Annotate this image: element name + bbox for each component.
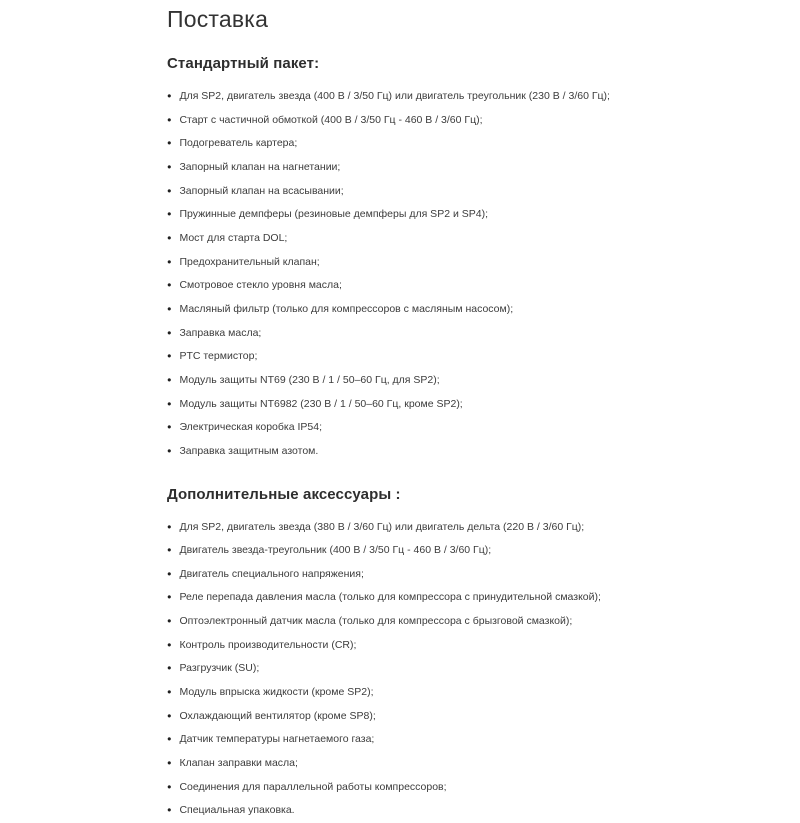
- list-item-text: Охлаждающий вентилятор (кроме SP8);: [179, 710, 375, 722]
- list-item: [167, 610, 650, 634]
- list-item: [167, 752, 650, 776]
- list-item-text: Клапан заправки масла;: [179, 757, 298, 769]
- list-item-text: Мост для старта DOL;: [179, 232, 287, 244]
- sections-container: [167, 55, 650, 823]
- bullet-icon: ●: [167, 539, 172, 562]
- list-item: [167, 516, 650, 540]
- page-title: Поставка: [167, 6, 650, 33]
- bullet-icon: ●: [167, 586, 172, 609]
- list-item: [167, 369, 650, 393]
- bullet-icon: ●: [167, 657, 172, 680]
- list-item: [167, 85, 650, 109]
- bullet-icon: ●: [167, 416, 172, 439]
- list-item: [167, 345, 650, 369]
- bullet-icon: ●: [167, 705, 172, 728]
- bullet-icon: ●: [167, 393, 172, 416]
- bullet-icon: ●: [167, 369, 172, 392]
- bullet-icon: ●: [167, 180, 172, 203]
- document-section: [167, 486, 650, 823]
- list-item-text: Предохранительный клапан;: [179, 256, 319, 268]
- list-item-text: Модуль впрыска жидкости (кроме SP2);: [179, 686, 373, 698]
- list-item-text: Электрическая коробка IP54;: [179, 421, 322, 433]
- list-item: [167, 109, 650, 133]
- list-item-text: Смотровое стекло уровня масла;: [179, 279, 341, 291]
- list-item-text: Старт с частичной обмоткой (400 В / 3/50 Гц - 460 В / 3/60 Гц);: [179, 114, 482, 126]
- list-item: [167, 728, 650, 752]
- document-section: [167, 55, 650, 464]
- bullet-icon: ●: [167, 85, 172, 108]
- list-item-text: Запорный клапан на нагнетании;: [179, 161, 340, 173]
- list-item-text: Заправка масла;: [179, 327, 261, 339]
- list-item-text: PTC термистор;: [179, 350, 257, 362]
- list-item: [167, 634, 650, 658]
- list-item: [167, 251, 650, 275]
- list-item: [167, 156, 650, 180]
- list-item-text: Пружинные демпферы (резиновые демпферы для SP2 и SP4);: [179, 208, 488, 220]
- list-item-text: Заправка защитным азотом.: [179, 445, 318, 457]
- list-item-text: Масляный фильтр (только для компрессоров с масляным насосом);: [179, 303, 513, 315]
- list-item-text: Контроль производительности (CR);: [179, 639, 356, 651]
- list-item-text: Реле перепада давления масла (только для компрессора с принудительной смазкой);: [179, 591, 600, 603]
- bullet-icon: ●: [167, 516, 172, 539]
- item-list: [167, 516, 650, 823]
- list-item: [167, 227, 650, 251]
- bullet-icon: ●: [167, 345, 172, 368]
- list-item-text: Двигатель специального напряжения;: [179, 568, 363, 580]
- bullet-icon: ●: [167, 132, 172, 155]
- bullet-icon: ●: [167, 752, 172, 775]
- bullet-icon: ●: [167, 440, 172, 463]
- bullet-icon: ●: [167, 610, 172, 633]
- list-item: [167, 298, 650, 322]
- bullet-icon: ●: [167, 728, 172, 751]
- list-item: [167, 776, 650, 800]
- bullet-icon: ●: [167, 109, 172, 132]
- list-item-text: Оптоэлектронный датчик масла (только для компрессора с брызговой смазкой);: [179, 615, 572, 627]
- list-item-text: Для SP2, двигатель звезда (380 В / 3/60 Гц) или двигатель дельта (220 В / 3/60 Гц);: [179, 521, 584, 533]
- list-item: [167, 563, 650, 587]
- list-item-text: Двигатель звезда-треугольник (400 В / 3/50 Гц - 460 В / 3/60 Гц);: [179, 544, 491, 556]
- bullet-icon: ●: [167, 776, 172, 799]
- list-item: [167, 681, 650, 705]
- bullet-icon: ●: [167, 681, 172, 704]
- section-heading: Дополнительные аксессуары :: [167, 486, 650, 503]
- bullet-icon: ●: [167, 298, 172, 321]
- list-item-text: Для SP2, двигатель звезда (400 В / 3/50 Гц) или двигатель треугольник (230 В / 3/60 Гц);: [179, 90, 610, 102]
- list-item-text: Специальная упаковка.: [179, 804, 294, 816]
- list-item: [167, 393, 650, 417]
- bullet-icon: ●: [167, 203, 172, 226]
- bullet-icon: ●: [167, 322, 172, 345]
- bullet-icon: ●: [167, 634, 172, 657]
- list-item: [167, 203, 650, 227]
- list-item: [167, 416, 650, 440]
- list-item-text: Разгрузчик (SU);: [179, 662, 259, 674]
- bullet-icon: ●: [167, 563, 172, 586]
- list-item: [167, 440, 650, 464]
- list-item-text: Соединения для параллельной работы компрессоров;: [179, 781, 446, 793]
- list-item-text: Модуль защиты NT69 (230 В / 1 / 50–60 Гц, для SP2);: [179, 374, 439, 386]
- bullet-icon: ●: [167, 227, 172, 250]
- list-item: [167, 799, 650, 823]
- list-item-text: Датчик температуры нагнетаемого газа;: [179, 733, 374, 745]
- bullet-icon: ●: [167, 274, 172, 297]
- list-item: [167, 322, 650, 346]
- list-item-text: Модуль защиты NT6982 (230 В / 1 / 50–60 Гц, кроме SP2);: [179, 398, 462, 410]
- list-item: [167, 539, 650, 563]
- bullet-icon: ●: [167, 156, 172, 179]
- list-item: [167, 132, 650, 156]
- list-item: [167, 586, 650, 610]
- list-item: [167, 274, 650, 298]
- list-item: [167, 657, 650, 681]
- list-item-text: Подогреватель картера;: [179, 137, 297, 149]
- section-heading: Стандартный пакет:: [167, 55, 650, 72]
- list-item: [167, 180, 650, 204]
- list-item: [167, 705, 650, 729]
- list-item-text: Запорный клапан на всасывании;: [179, 185, 343, 197]
- bullet-icon: ●: [167, 799, 172, 822]
- bullet-icon: ●: [167, 251, 172, 274]
- item-list: [167, 85, 650, 464]
